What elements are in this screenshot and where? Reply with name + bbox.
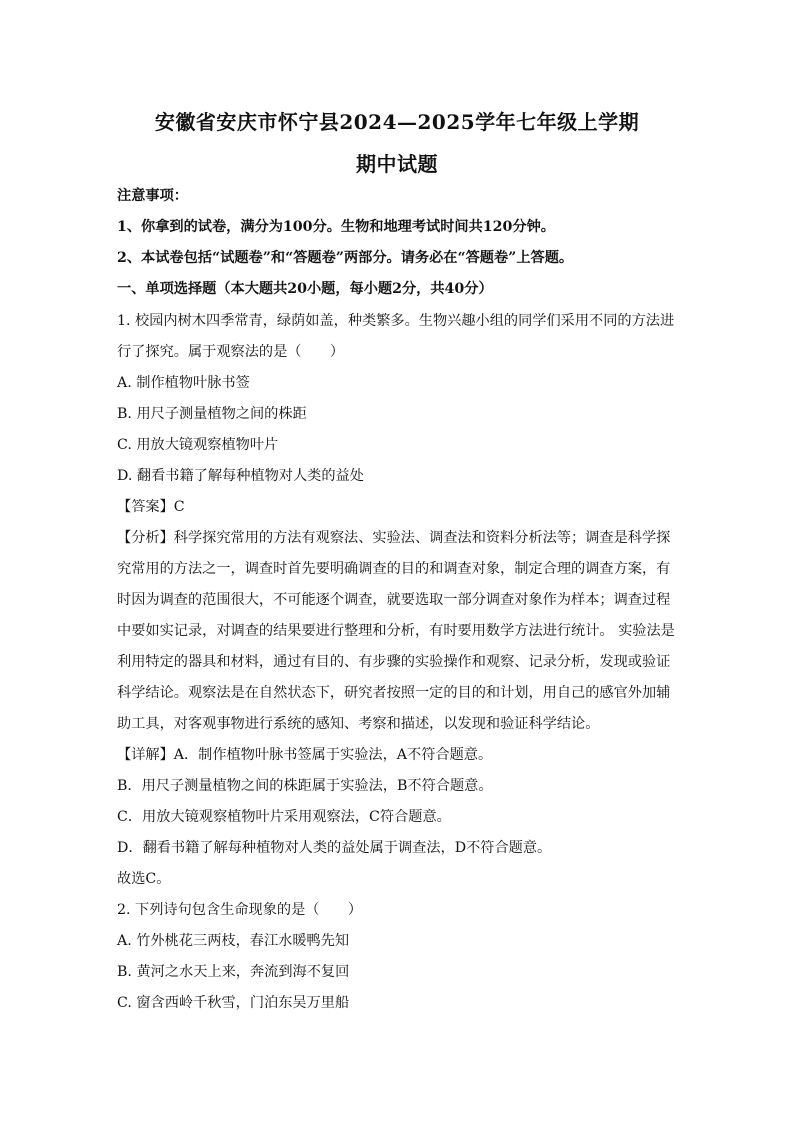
question-1-option-d: D. 翻看书籍了解每种植物对人类的益处 xyxy=(117,468,364,484)
question-1-analysis-line-7: 助工具，对客观事物进行系统的感知、考察和描述，以发现和验证科学结论。 xyxy=(117,716,600,732)
section-1-heading: 一、单项选择题（本大题共20小题，每小题2分，共40分） xyxy=(117,281,493,297)
notice-item-1: 1、你拿到的试卷，满分为100分。生物和地理考试时间共120分钟。 xyxy=(117,219,555,235)
notice-item-2: 2、本试卷包括“试题卷”和“答题卷”两部分。请务必在“答题卷”上答题。 xyxy=(117,250,574,266)
question-2-option-a: A. 竹外桃花三两枝，春江水暖鸭先知 xyxy=(117,933,350,949)
exam-title-line-1: 安徽省安庆市怀宁县2024—2025学年七年级上学期 xyxy=(154,110,640,134)
question-1-analysis-line-3: 时因为调查的范围很大，不可能逐个调查，就要选取一部分调查对象作为样本；调查过程 xyxy=(117,592,671,608)
question-1-option-c: C. 用放大镜观察植物叶片 xyxy=(117,437,279,453)
question-1-detail-d: D．翻看书籍了解每种植物对人类的益处属于调查法，D不符合题意。 xyxy=(117,840,552,856)
question-1-analysis-line-5: 利用特定的器具和材料，通过有目的、有步骤的实验操作和观察、记录分析，发现或验证 xyxy=(117,654,671,670)
question-1-option-a: A. 制作植物叶脉书签 xyxy=(117,375,250,391)
question-1-analysis-line-4: 中要如实记录，对调查的结果要进行整理和分析，有时要用数学方法进行统计。 实验法是 xyxy=(117,623,675,639)
question-1-detail-c: C．用放大镜观察植物叶片采用观察法，C符合题意。 xyxy=(117,809,451,825)
exam-title-line-2: 期中试题 xyxy=(356,152,438,176)
question-1-analysis-line-2: 究常用的方法之一，调查时首先要明确调查的目的和调查对象，制定合理的调查方案，有 xyxy=(117,561,671,577)
question-1-analysis-line-6: 科学结论。观察法是在自然状态下，研究者按照一定的目的和计划，用自己的感官外加辅 xyxy=(117,685,671,701)
question-1-conclusion: 故选C。 xyxy=(117,871,171,887)
question-2-stem: 2. 下列诗句包含生命现象的是（ ） xyxy=(117,902,363,918)
question-1-analysis-line-1: 【分析】科学探究常用的方法有观察法、实验法、调查法和资料分析法等；调查是科学探 xyxy=(117,530,671,546)
question-1-answer: 【答案】C xyxy=(117,499,185,515)
question-1-option-b: B. 用尺子测量植物之间的株距 xyxy=(117,406,307,422)
notice-heading: 注意事项： xyxy=(117,188,188,204)
question-1-stem-line-1: 1. 校园内树木四季常青，绿荫如盖，种类繁多。生物兴趣小组的同学们采用不同的方法进 xyxy=(117,313,675,329)
question-2-option-b: B. 黄河之水天上来，奔流到海不复回 xyxy=(117,964,350,980)
question-2-option-c: C. 窗含西岭千秋雪，门泊东吴万里船 xyxy=(117,995,350,1011)
question-1-detail-a: 【详解】A．制作植物叶脉书签属于实验法，A不符合题意。 xyxy=(117,747,493,763)
question-1-detail-b: B．用尺子测量植物之间的株距属于实验法，B不符合题意。 xyxy=(117,778,493,794)
question-1-stem-line-2: 行了探究。属于观察法的是（ ） xyxy=(117,344,345,360)
